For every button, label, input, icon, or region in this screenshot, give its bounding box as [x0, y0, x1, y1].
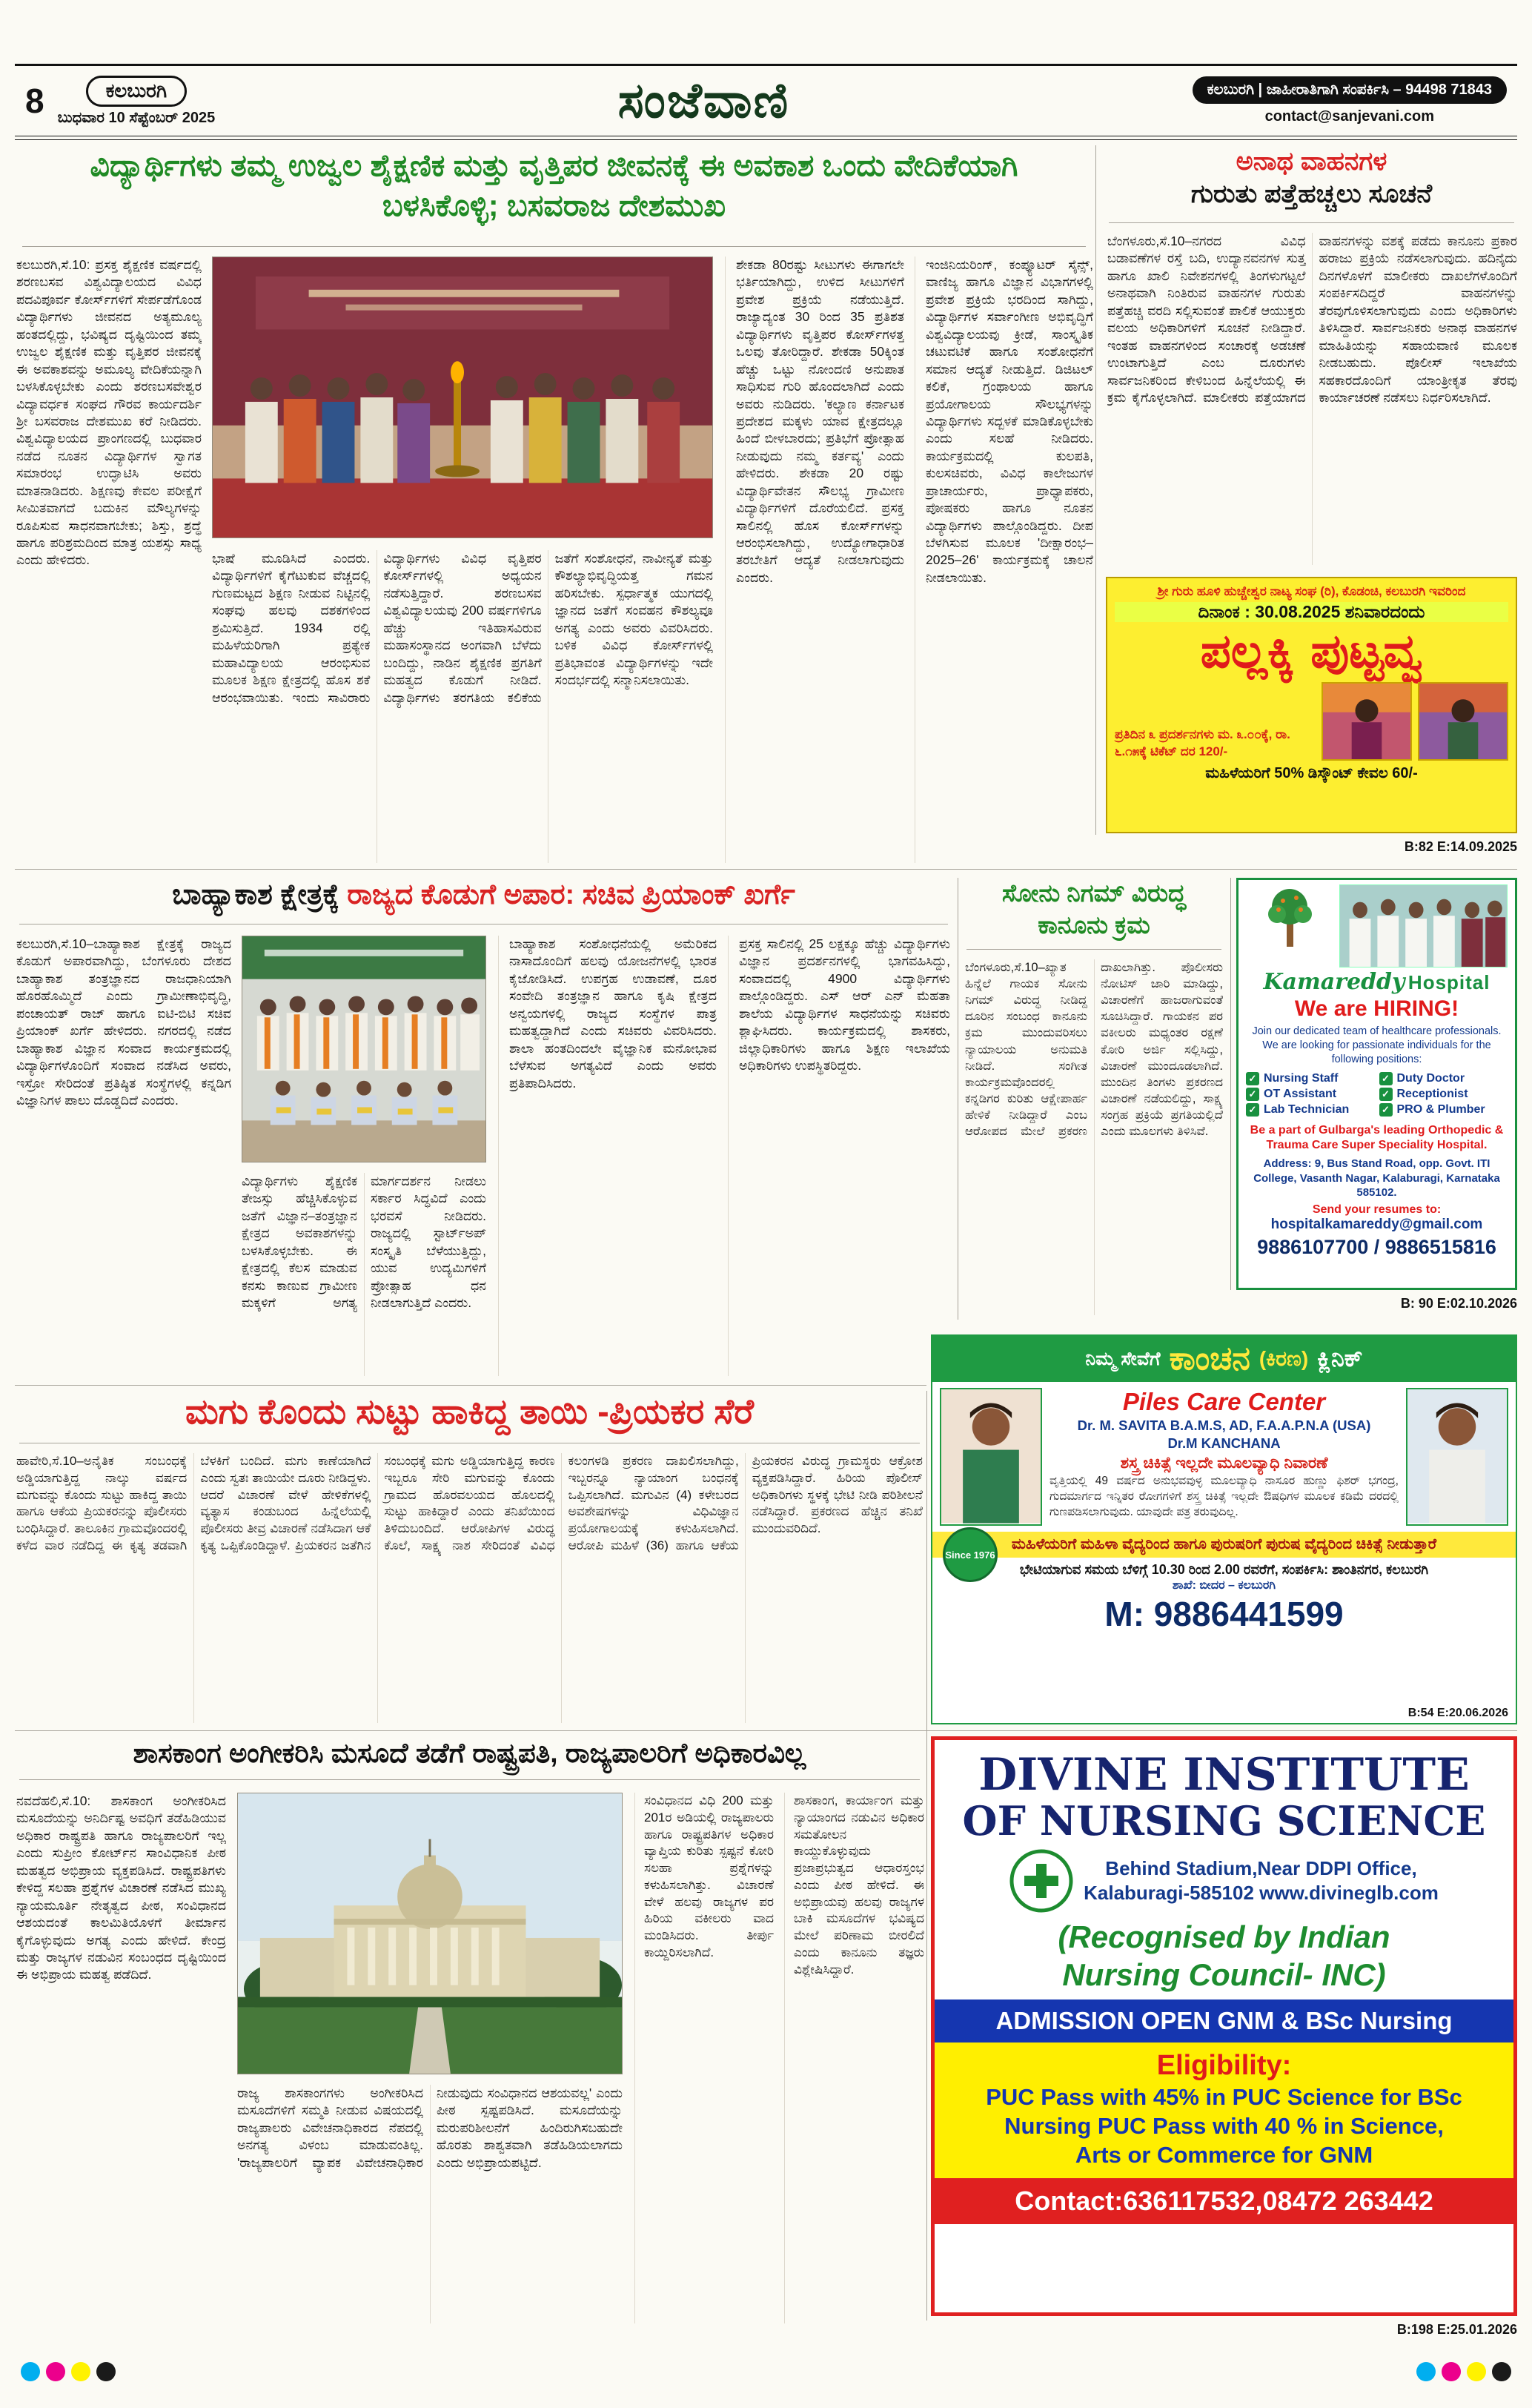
checkbox-icon: ✓ — [1379, 1072, 1393, 1085]
ad-divine-contact: Contact:636117532,08472 263442 — [935, 2178, 1513, 2224]
ad-kamareddy-address: Address: 9, Bus Stand Road, opp. Govt. ITI College, Vasanth Nagar, Kalaburagi, Karnataka 585102. — [1253, 1157, 1500, 1200]
ad-kamareddy-positions — [1246, 1070, 1508, 1119]
black-dot — [1492, 2362, 1511, 2381]
checkbox-icon: ✓ — [1246, 1072, 1259, 1085]
headline-rule — [1109, 222, 1514, 223]
article-sonu-headline — [964, 878, 1224, 942]
registration-marks-left — [21, 2362, 116, 2381]
contact-email: contact@sanjevani.com — [1264, 108, 1435, 125]
checkbox-icon: ✓ — [1379, 1103, 1393, 1117]
position-item: ✓ Lab Technician — [1246, 1103, 1375, 1117]
article-crime-body: ಹಾವೇರಿ,ಸೆ.10–ಅನೈತಿಕ ಸಂಬಂಧಕ್ಕೆ ಅಡ್ಡಿಯಾಗುತ್ತಿದ್ದ ನಾಲ್ಕು ವರ್ಷದ ಮಗುವನ್ನು ಕೊಂದು ಸುಟ್ಟು ಹಾಕಿದ್ದ ತಾಯಿ ಹಾಗೂ ಆಕೆಯ ಪ್ರಿಯಕರನನ್ನು ಪೊಲೀಸರು ಬಂಧಿಸಿದ್ದಾರೆ. ತಾಲೂಕಿನ ಗ್ರಾಮವೊಂದರಲ್ಲಿ ಕಳೆದ ವಾರ ನಡೆದಿದ್ದ ಈ ಕೃತ್ಯ ತಡವಾಗಿ ಬೆಳಕಿಗೆ ಬಂದಿದೆ. ಮಗು ಕಾಣೆಯಾಗಿದೆ ಎಂದು ಸ್ವತಃ ತಾಯಿಯೇ ದೂರು ನೀಡಿದ್ದಳು. ಆದರೆ ವಿಚಾರಣೆ ವೇಳೆ ಹೇಳಿಕೆಗಳಲ್ಲಿ ವ್ಯತ್ಯಾಸ ಕಂಡುಬಂದ ಹಿನ್ನೆಲೆಯಲ್ಲಿ ಪೊಲೀಸರು ತೀವ್ರ ವಿಚಾರಣೆ ನಡೆಸಿದಾಗ ಆಕೆ ಕೃತ್ಯ ಒಪ್ಪಿಕೊಂಡಿದ್ದಾಳೆ. ಪ್ರಿಯಕರನ ಜತೆಗಿನ ಸಂಬಂಧಕ್ಕೆ ಮಗು ಅಡ್ಡಿಯಾಗುತ್ತಿದ್ದ ಕಾರಣ ಇಬ್ಬರೂ ಸೇರಿ ಮಗುವನ್ನು ಕೊಂದು ಗ್ರಾಮದ ಹೊರವಲಯದ ಹೊಲದಲ್ಲಿ ಸುಟ್ಟು ಹಾಕಿದ್ದಾರೆ ಎಂದು ತನಿಖೆಯಿಂದ ತಿಳಿದುಬಂದಿದೆ. ಆರೋಪಿಗಳ ವಿರುದ್ಧ ಕೊಲೆ, ಸಾಕ್ಷ್ಯ ನಾಶ ಸೇರಿದಂತೆ ವಿವಿಧ ಕಲಂಗಳಡಿ ಪ್ರಕರಣ ದಾಖಲಿಸಲಾಗಿದ್ದು, ಇಬ್ಬರನ್ನೂ ನ್ಯಾಯಾಂಗ ಬಂಧನಕ್ಕೆ ಒಪ್ಪಿಸಲಾಗಿದೆ. ಮಗುವಿನ (4) ಕಳೇಬರದ ಅವಶೇಷಗಳನ್ನು ವಿಧಿವಿಜ್ಞಾನ ಪ್ರಯೋಗಾಲಯಕ್ಕೆ ಕಳುಹಿಸಲಾಗಿದೆ. ಆರೋಪಿ ಮಹಿಳೆ (36) ಹಾಗೂ ಆಕೆಯ ಪ್ರಿಯಕರನ ವಿರುದ್ಧ ಗ್ರಾಮಸ್ಥರು ಆಕ್ರೋಶ ವ್ಯಕ್ತಪಡಿಸಿದ್ದಾರೆ. ಹಿರಿಯ ಪೊಲೀಸ್ ಅಧಿಕಾರಿಗಳು ಸ್ಥಳಕ್ಕೆ ಭೇಟಿ ನೀಡಿ ಪರಿಶೀಲನೆ ನಡೆಸಿದ್ದಾರೆ. ಪ್ರಕರಣದ ಹೆಚ್ಚಿನ ತನಿಖೆ ಮುಂದುವರಿದಿದೆ. — [16, 1454, 923, 1552]
performer-photo — [1322, 682, 1412, 761]
ad-pallakki-title: ಪಲ್ಲಕ್ಕಿ ಪುಟ್ಟವ್ವ — [1200, 624, 1423, 679]
article-court — [15, 1736, 924, 2326]
article-court-under-photo: ರಾಜ್ಯ ಶಾಸಕಾಂಗಗಳು ಅಂಗೀಕರಿಸಿದ ಮಸೂದೆಗಳಿಗೆ ಸಮ್ಮತಿ ನೀಡುವ ವಿಷಯದಲ್ಲಿ ರಾಜ್ಯಪಾಲರು ವಿವೇಚನಾಧಿಕಾರದ ನೆಪದಲ್ಲಿ ಅನಗತ್ಯ ವಿಳಂಬ ಮಾಡುವಂತಿಲ್ಲ. 'ರಾಜ್ಯಪಾಲರಿಗೆ ವ್ಯಾಪಕ ವಿವೇಚನಾಧಿಕಾರ ನೀಡುವುದು ಸಂವಿಧಾನದ ಆಶಯವಲ್ಲ' ಎಂದು ಪೀಠ ಸ್ಪಷ್ಟಪಡಿಸಿದೆ. ಮಸೂದೆಯನ್ನು ಮರುಪರಿಶೀಲನೆಗೆ ಹಿಂದಿರುಗಿಸಬಹುದೇ ಹೊರತು ಶಾಶ್ವತವಾಗಿ ತಡೆಹಿಡಿಯಲಾಗದು ಎಂದು ಅಭಿಪ್ರಾಯಪಟ್ಟಿದೆ. — [237, 2086, 623, 2170]
article-lead-headline: ವಿದ್ಯಾರ್ಥಿಗಳು ತಮ್ಮ ಉಜ್ವಲ ಶೈಕ್ಷಣಿಕ ಮತ್ತು ವೃತ್ತಿಪರ ಜೀವನಕ್ಕೆ ಈ ಅವಕಾಶ ಒಂದು ವೇದಿಕೆಯಾಗಿ ಬಳಸಿಕೊಳ್ಳಿ; ಬಸವರಾಜ ದೇಶಮುಖ — [90, 148, 1018, 223]
headline-line2: ಗುರುತು ಪತ್ತೆಹಚ್ಚಲು ಸೂಚನೆ — [1190, 179, 1433, 208]
divider — [926, 1391, 927, 2321]
divider — [15, 1730, 1517, 1731]
position-item: ✓ Duty Doctor — [1379, 1072, 1508, 1085]
article-space-col4: ಬಾಹ್ಯಾಕಾಶ ಸಂಶೋಧನೆಯಲ್ಲಿ ಅಮೆರಿಕದ ನಾಸಾದೊಂದಿಗೆ ಹಲವು ಯೋಜನೆಗಳಲ್ಲಿ ಭಾರತ ಕೈಜೋಡಿಸಿದೆ. ಉಪಗ್ರಹ ಉಡಾವಣೆ, ದೂರ ಸಂವೇದಿ ತಂತ್ರಜ್ಞಾನ ಹಾಗೂ ಕೃಷಿ ಕ್ಷೇತ್ರದ ಅನ್ವಯಗಳಲ್ಲಿ ರಾಜ್ಯದ ಸಂಸ್ಥೆಗಳ ಪಾತ್ರ ಮಹತ್ವದ್ದಾಗಿದೆ ಎಂದು ಸಚಿವರು ವಿವರಿಸಿದರು. ಶಾಲಾ ಹಂತದಿಂದಲೇ ವೈಜ್ಞಾನಿಕ ಮನೋಭಾವ ಬೆಳೆಸುವ ಅಗತ್ಯವಿದೆ ಎಂದು ಅವರು ಪ್ರತಿಪಾದಿಸಿದರು. — [498, 936, 717, 1376]
article-lead-col6: ಇಂಜಿನಿಯರಿಂಗ್, ಕಂಪ್ಯೂಟರ್ ಸೈನ್ಸ್, ವಾಣಿಜ್ಯ ಹಾಗೂ ವಿಜ್ಞಾನ ವಿಭಾಗಗಳಲ್ಲಿ ಪ್ರವೇಶ ಪ್ರಕ್ರಿಯೆ ಭರದಿಂದ ಸಾಗಿದ್ದು, ವಿದ್ಯಾರ್ಥಿಗಳ ಸರ್ವಾಂಗೀಣ ಅಭಿವೃದ್ಧಿಗೆ ವಿಶ್ವವಿದ್ಯಾಲಯವು ಕ್ರೀಡೆ, ಸಾಂಸ್ಕೃತಿಕ ಚಟುವಟಿಕೆ ಹಾಗೂ ಸಂಶೋಧನೆಗೆ ಸಮಾನ ಆದ್ಯತೆ ನೀಡುತ್ತಿದೆ. ಡಿಜಿಟಲ್ ಕಲಿಕೆ, ಗ್ರಂಥಾಲಯ ಹಾಗೂ ಪ್ರಯೋಗಾಲಯ ಸೌಲಭ್ಯಗಳನ್ನು ವಿದ್ಯಾರ್ಥಿಗಳು ಸದ್ಬಳಕೆ ಮಾಡಿಕೊಳ್ಳಬೇಕು ಎಂದು ಸಲಹೆ ನೀಡಿದರು. ಕಾರ್ಯಕ್ರಮದಲ್ಲಿ ಕುಲಪತಿ, ಕುಲಸಚಿವರು, ವಿವಿಧ ಕಾಲೇಜುಗಳ ಪ್ರಾಚಾರ್ಯರು, ಪ್ರಾಧ್ಯಾಪಕರು, ಪೋಷಕರು ಹಾಗೂ ನೂತನ ವಿದ್ಯಾರ್ಥಿಗಳು ಪಾಲ್ಗೊಂಡಿದ್ದರು. ದೀಪ ಬೆಳಗಿಸುವ ಮೂಲಕ 'ದೀಕ್ಷಾರಂಭ–2025–26' ಕಾರ್ಯಕ್ರಮಕ್ಕೆ ಚಾಲನೆ ನೀಡಲಾಯಿತು. — [915, 257, 1093, 863]
article-lead-col5: ಶೇಕಡಾ 80ರಷ್ಟು ಸೀಟುಗಳು ಈಗಾಗಲೇ ಭರ್ತಿಯಾಗಿದ್ದು, ಉಳಿದ ಸೀಟುಗಳಿಗೆ ಪ್ರವೇಶ ಪ್ರಕ್ರಿಯೆ ನಡೆಯುತ್ತಿದೆ. ರಾಜ್ಯಾದ್ಯಂತ 30 ರಿಂದ 35 ಪ್ರತಿಶತ ವಿದ್ಯಾರ್ಥಿಗಳು ವೃತ್ತಿಪರ ಕೋರ್ಸ್‌ಗಳತ್ತ ಒಲವು ತೋರಿದ್ದಾರೆ. ಶೇಕಡಾ 50ಕ್ಕಿಂತ ಹೆಚ್ಚು ಒಟ್ಟು ನೋಂದಣಿ ಅನುಪಾತ ಸಾಧಿಸುವ ಗುರಿ ಹೊಂದಲಾಗಿದೆ ಎಂದು ಅವರು ನುಡಿದರು. 'ಕಲ್ಯಾಣ ಕರ್ನಾಟಕ ಪ್ರದೇಶದ ಮಕ್ಕಳು ಯಾವ ಕ್ಷೇತ್ರದಲ್ಲೂ ಹಿಂದೆ ಬೀಳಬಾರದು; ಪ್ರತಿಭೆಗೆ ಪ್ರೋತ್ಸಾಹ ನೀಡುವುದು ನಮ್ಮ ಕರ್ತವ್ಯ' ಎಂದು ಹೇಳಿದರು. ಶೇಕಡಾ 20 ರಷ್ಟು ವಿದ್ಯಾರ್ಥಿವೇತನ ಸೌಲಭ್ಯ ಗ್ರಾಮೀಣ ವಿದ್ಯಾರ್ಥಿಗಳಿಗೆ ದೊರೆಯಲಿದೆ. ಪ್ರಸಕ್ತ ಸಾಲಿನಲ್ಲಿ ಹೊಸ ಕೋರ್ಸ್‌ಗಳನ್ನು ಆರಂಭಿಸಲಾಗಿದ್ದು, ಉದ್ಯೋಗಾಧಾರಿತ ತರಬೇತಿಗೆ ಆದ್ಯತೆ ನೀಡಲಾಗುವುದು ಎಂದರು. — [725, 257, 904, 863]
ad-divine-ref: B:198 E:25.01.2026 — [1396, 2322, 1517, 2337]
ad-divine-title1: DIVINE INSTITUTE — [978, 1749, 1470, 1801]
article-crime-headline: ಮಗು ಕೊಂದು ಸುಟ್ಟು ಹಾಕಿದ್ದ ತಾಯಿ -ಪ್ರಿಯಕರ ಸೆರೆ — [185, 1392, 755, 1431]
registration-marks-right — [1416, 2362, 1511, 2381]
article-sonu — [964, 878, 1224, 1320]
yellow-dot — [71, 2362, 90, 2381]
ad-kamareddy-brand: Kamareddy Hospital — [1263, 969, 1490, 995]
article-lead-col1: ಕಲಬುರಗಿ,ಸೆ.10: ಪ್ರಸಕ್ತ ಶೈಕ್ಷಣಿಕ ವರ್ಷದಲ್ಲಿ ಶರಣಬಸವ ವಿಶ್ವವಿದ್ಯಾಲಯದ ವಿವಿಧ ಪದವಿಪೂರ್ವ ಕೋರ್ಸ್‌ಗಳಿಗೆ ಸೇರ್ಪಡೆಗೊಂಡ ವಿದ್ಯಾರ್ಥಿಗಳು ಜೀವನದ ಅತ್ಯಮೂಲ್ಯ ಹಂತದಲ್ಲಿದ್ದು, ಭವಿಷ್ಯದ ದೃಷ್ಟಿಯಿಂದ ತಮ್ಮ ಉಜ್ವಲ ಶೈಕ್ಷಣಿಕ ಮತ್ತು ವೃತ್ತಿಪರ ಜೀವನಕ್ಕೆ ಈ ಅವಕಾಶವನ್ನು ಅಮೂಲ್ಯ ವೇದಿಕೆಯನ್ನಾಗಿ ಬಳಸಿಕೊಳ್ಳಬೇಕು ಎಂದು ಶರಣಬಸವೇಶ್ವರ ವಿದ್ಯಾವರ್ಧಕ ಸಂಘದ ಗೌರವ ಕಾರ್ಯದರ್ಶಿ ಶ್ರೀ ಬಸವರಾಜ ದೇಶಮುಖ ಕರೆ ನೀಡಿದರು. ವಿಶ್ವವಿದ್ಯಾಲಯದ ಪ್ರಾಂಗಣದಲ್ಲಿ ಬುಧವಾರ ನಡೆದ ನೂತನ ವಿದ್ಯಾರ್ಥಿಗಳ ಸ್ವಾಗತ ಸಮಾರಂಭ ಉದ್ಘಾಟಿಸಿ ಅವರು ಮಾತನಾಡಿದರು. ಶಿಕ್ಷಣವು ಕೇವಲ ಪರೀಕ್ಷೆಗೆ ಸೀಮಿತವಾಗದೆ ಬದುಕಿನ ಮೌಲ್ಯಗಳನ್ನು ರೂಪಿಸುವ ಸಾಧನವಾಗಬೇಕು; ಶಿಸ್ತು, ಶ್ರದ್ಧೆ ಹಾಗೂ ಪರಿಶ್ರಮದಿಂದ ಮಾತ್ರ ಯಶಸ್ಸು ಸಾಧ್ಯ ಎಂದು ಹೇಳಿದರು. — [16, 257, 202, 568]
ad-pallakki-organizer: ಶ್ರೀ ಗುರು ಹೂಳಿ ಹುಚ್ಚೇಶ್ವರ ನಾಟ್ಯ ಸಂಘ (ರಿ), ಕೊಡಂಚಿ, ಕಲಬುರಗಿ ಇವರಿಂದ — [1157, 584, 1466, 598]
performer-photo — [1418, 682, 1508, 761]
ad-divine-recognised: (Recognised by Indian Nursing Council- INC) — [1058, 1919, 1390, 1992]
headline-line1: ಅನಾಥ ವಾಹನಗಳ — [1236, 147, 1387, 176]
doctor-portrait — [940, 1388, 1042, 1526]
ad-kanchan-title: Piles Care Center — [1122, 1388, 1326, 1415]
article-space-col5: ಪ್ರಸಕ್ತ ಸಾಲಿನಲ್ಲಿ 25 ಲಕ್ಷಕ್ಕೂ ಹೆಚ್ಚು ವಿದ್ಯಾರ್ಥಿಗಳು ವಿಜ್ಞಾನ ಪ್ರದರ್ಶನಗಳಲ್ಲಿ ಭಾಗವಹಿಸಿದ್ದು, ಸಂವಾದದಲ್ಲಿ 4900 ವಿದ್ಯಾರ್ಥಿಗಳು ಪಾಲ್ಗೊಂಡಿದ್ದರು. ಎಸ್ ಆರ್ ಎನ್ ಮೆಹತಾ ಶಾಲೆಯ ವಿದ್ಯಾರ್ಥಿಗಳ ಸಾಧನೆಯನ್ನು ಸಚಿವರು ಶ್ಲಾಘಿಸಿದರು. ಕಾರ್ಯಕ್ರಮದಲ್ಲಿ ಶಾಸಕರು, ಜಿಲ್ಲಾಧಿಕಾರಿಗಳು ಹಾಗೂ ಶಿಕ್ಷಣ ಇಲಾಖೆಯ ಅಧಿಕಾರಿಗಳು ಉಪಸ್ಥಿತರಿದ್ದರು. — [728, 936, 950, 1376]
ad-kanchan-timing: ಭೇಟಿಯಾಗುವ ಸಮಯ ಬೆಳಿಗ್ಗೆ 10.30 ರಿಂದ 2.00 ರವರೆಗೆ, ಸಂಪರ್ಕಿಸಿ: ಶಾಂತಿನಗರ, ಕಲಬುರಗಿ — [1019, 1562, 1429, 1577]
headline-red: ರಾಜ್ಯದ ಕೊಡುಗೆ ಅಪಾರ: ಸಚಿವ ಪ್ರಿಯಾಂಕ್ ಖರ್ಗೆ — [339, 879, 795, 910]
article-lead — [15, 145, 1093, 866]
article-space-under-photo: ವಿದ್ಯಾರ್ಥಿಗಳು ಶೈಕ್ಷಣಿಕ ತೇಜಸ್ಸು ಹೆಚ್ಚಿಸಿಕೊಳ್ಳುವ ಜತೆಗೆ ವಿಜ್ಞಾನ–ತಂತ್ರಜ್ಞಾನ ಕ್ಷೇತ್ರದ ಅವಕಾಶಗಳನ್ನು ಬಳಸಿಕೊಳ್ಳಬೇಕು. ಈ ಕ್ಷೇತ್ರದಲ್ಲಿ ಕೆಲಸ ಮಾಡುವ ಕನಸು ಕಾಣುವ ಗ್ರಾಮೀಣ ಮಕ್ಕಳಿಗೆ ಅಗತ್ಯ ಮಾರ್ಗದರ್ಶನ ನೀಡಲು ಸರ್ಕಾರ ಸಿದ್ಧವಿದೆ ಎಂದು ಭರವಸೆ ನೀಡಿದರು. ರಾಜ್ಯದಲ್ಲಿ ಸ್ಟಾರ್ಟ್‌ಅಪ್ ಸಂಸ್ಕೃತಿ ಬೆಳೆಯುತ್ತಿದ್ದು, ಯುವ ಉದ್ಯಮಿಗಳಿಗೆ ಪ್ರೋತ್ಸಾಹ ಧನ ನೀಡಲಾಗುತ್ತಿದೆ ಎಂದರು. — [242, 1174, 486, 1311]
headline-rule — [19, 1779, 920, 1780]
edition-date: ಬುಧವಾರ 10 ಸೆಪ್ಟೆಂಬರ್ 2025 — [57, 109, 216, 126]
lamp-ceremony-image — [213, 257, 712, 538]
headline-rule — [966, 949, 1221, 950]
masthead-logo: ಸಂಜೆವಾಣಿ — [617, 71, 790, 129]
advert-contact-line: ಕಲಬುರಗಿ | ಜಾಹೀರಾತಿಗಾಗಿ ಸಂಪರ್ಕಿಸಿ – 94498 71843 — [1193, 76, 1507, 104]
ad-divine-address: Behind Stadium,Near DDPI Office, Kalaburagi-585102 www.divineglb.com — [1084, 1856, 1439, 1905]
group-photo-image — [242, 936, 485, 1162]
article-crime — [15, 1391, 924, 1726]
position-item: ✓ OT Assistant — [1246, 1088, 1375, 1101]
headline-black: ಬಾಹ್ಯಾಕಾಶ ಕ್ಷೇತ್ರಕ್ಕೆ — [172, 879, 339, 910]
ad-kanchan — [931, 1334, 1517, 1724]
article-vehicles-headline — [1106, 145, 1517, 211]
article-court-col4: ಸಂವಿಧಾನದ ವಿಧಿ 200 ಮತ್ತು 201ರ ಅಡಿಯಲ್ಲಿ ರಾಜ್ಯಪಾಲರು ಹಾಗೂ ರಾಷ್ಟ್ರಪತಿಗಳ ಅಧಿಕಾರ ವ್ಯಾಪ್ತಿಯ ಕುರಿತು ಸ್ಪಷ್ಟನೆ ಕೋರಿ ಸಲಹಾ ಪ್ರಶ್ನೆಗಳನ್ನು ಕಳುಹಿಸಲಾಗಿತ್ತು. ವಿಚಾರಣೆ ವೇಳೆ ಹಲವು ರಾಜ್ಯಗಳ ಪರ ಹಿರಿಯ ವಕೀಲರು ವಾದ ಮಂಡಿಸಿದರು. ತೀರ್ಪು ಕಾಯ್ದಿರಿಸಲಾಗಿದೆ. — [634, 1793, 774, 2323]
article-court-col5: ಶಾಸಕಾಂಗ, ಕಾರ್ಯಾಂಗ ಮತ್ತು ನ್ಯಾಯಾಂಗದ ನಡುವಿನ ಅಧಿಕಾರ ಸಮತೋಲನ ಕಾಯ್ದುಕೊಳ್ಳುವುದು ಪ್ರಜಾಪ್ರಭುತ್ವದ ಆಧಾರಸ್ತಂಭ ಎಂದು ಪೀಠ ಹೇಳಿದೆ. ಈ ಅಭಿಪ್ರಾಯವು ಹಲವು ರಾಜ್ಯಗಳ ಬಾಕಿ ಮಸೂದೆಗಳ ಭವಿಷ್ಯದ ಮೇಲೆ ಪರಿಣಾಮ ಬೀರಲಿದೆ ಎಂದು ಕಾನೂನು ತಜ್ಞರು ವಿಶ್ಲೇಷಿಸಿದ್ದಾರೆ. — [784, 1793, 924, 2323]
divider — [1095, 145, 1096, 835]
eligibility-label: Eligibility: — [1156, 2050, 1292, 2082]
article-vehicles — [1106, 145, 1517, 569]
article-sonu-body: ಬೆಂಗಳೂರು,ಸೆ.10–ಖ್ಯಾತ ಹಿನ್ನೆಲೆ ಗಾಯಕ ಸೋನು ನಿಗಮ್ ವಿರುದ್ಧ ನೀಡಿದ್ದ ದೂರಿನ ಸಂಬಂಧ ಕಾನೂನು ಕ್ರಮ ಮುಂದುವರಿಸಲು ನ್ಯಾಯಾಲಯ ಅನುಮತಿ ನೀಡಿದೆ. ಸಂಗೀತ ಕಾರ್ಯಕ್ರಮವೊಂದರಲ್ಲಿ ಕನ್ನಡಿಗರ ಕುರಿತು ಆಕ್ಷೇಪಾರ್ಹ ಹೇಳಿಕೆ ನೀಡಿದ್ದಾರೆ ಎಂಬ ಆರೋಪದ ಮೇಲೆ ಪ್ರಕರಣ ದಾಖಲಾಗಿತ್ತು. ಪೊಲೀಸರು ನೋಟಿಸ್ ಜಾರಿ ಮಾಡಿದ್ದು, ವಿಚಾರಣೆಗೆ ಹಾಜರಾಗುವಂತೆ ಸೂಚಿಸಿದ್ದಾರೆ. ಗಾಯಕನ ಪರ ವಕೀಲರು ಮಧ್ಯಂತರ ರಕ್ಷಣೆ ಕೋರಿ ಅರ್ಜಿ ಸಲ್ಲಿಸಿದ್ದು, ವಿಚಾರಣೆ ಮುಂದೂಡಲಾಗಿದೆ. ಮುಂದಿನ ತಿಂಗಳು ಪ್ರಕರಣದ ವಿಚಾರಣೆ ನಡೆಯಲಿದ್ದು, ಸಾಕ್ಷ್ಯ ಸಂಗ್ರಹ ಪ್ರಕ್ರಿಯೆ ಪ್ರಗತಿಯಲ್ಲಿದೆ ಎಂದು ಮೂಲಗಳು ತಿಳಿಸಿವೆ. — [965, 961, 1223, 1139]
ad-kamareddy-resume-label: Send your resumes to: — [1312, 1203, 1442, 1216]
ad-pallakki-ref: B:82 E:14.09.2025 — [1404, 839, 1517, 854]
ad-pallakki-showinfo: ಪ್ರತಿದಿನ ೩ ಪ್ರದರ್ಶನಗಳು ಮ. ೩.೦೦ಕ್ಕೆ, ರಾ. ೬.೧೫ಕ್ಕೆ ಟಿಕೆಟ್ ದರ 120/- — [1115, 727, 1290, 759]
article-vehicles-body: ಬೆಂಗಳೂರು,ಸೆ.10–ನಗರದ ವಿವಿಧ ಬಡಾವಣೆಗಳ ರಸ್ತೆ ಬದಿ, ಉದ್ಯಾನವನಗಳ ಸುತ್ತ ಹಾಗೂ ಖಾಲಿ ನಿವೇಶನಗಳಲ್ಲಿ ತಿಂಗಳುಗಟ್ಟಲೆ ಅನಾಥವಾಗಿ ನಿಂತಿರುವ ವಾಹನಗಳ ಗುರುತು ಪತ್ತೆಹಚ್ಚಿ ವರದಿ ಸಲ್ಲಿಸುವಂತೆ ಪಾಲಿಕೆ ಆಯುಕ್ತರು ವಲಯ ಅಧಿಕಾರಿಗಳಿಗೆ ಸೂಚನೆ ನೀಡಿದ್ದಾರೆ. ಇಂತಹ ವಾಹನಗಳಿಂದ ಸಂಚಾರಕ್ಕೆ ಅಡಚಣೆ ಉಂಟಾಗುತ್ತಿದೆ ಎಂಬ ದೂರುಗಳು ಸಾರ್ವಜನಿಕರಿಂದ ಕೇಳಿಬಂದ ಹಿನ್ನೆಲೆಯಲ್ಲಿ ಈ ಕ್ರಮ ಕೈಗೊಳ್ಳಲಾಗಿದೆ. ಮಾಲೀಕರು ಪತ್ತೆಯಾಗದ ವಾಹನಗಳನ್ನು ವಶಕ್ಕೆ ಪಡೆದು ಕಾನೂನು ಪ್ರಕಾರ ಹರಾಜು ಪ್ರಕ್ರಿಯೆ ನಡೆಸಲಾಗುವುದು. ಹದಿನೈದು ದಿನಗಳೊಳಗೆ ಮಾಲೀಕರು ದಾಖಲೆಗಳೊಂದಿಗೆ ಸಂಪರ್ಕಿಸದಿದ್ದರೆ ವಾಹನಗಳನ್ನು ತೆರವುಗೊಳಿಸಲಾಗುವುದು ಎಂದು ಅಧಿಕಾರಿಗಳು ತಿಳಿಸಿದ್ದಾರೆ. ಸಾರ್ವಜನಿಕರು ಅನಾಥ ವಾಹನಗಳ ಮಾಹಿತಿಯನ್ನು ಸಹಾಯವಾಣಿ ಮೂಲಕ ನೀಡಬಹುದು. ಪೊಲೀಸ್ ಇಲಾಖೆಯ ಸಹಕಾರದೊಂದಿಗೆ ಯಾಂತ್ರೀಕೃತ ತೆರವು ಕಾರ್ಯಾಚರಣೆ ನಡೆಸಲು ನಿರ್ಧರಿಸಲಾಗಿದೆ. — [1107, 234, 1517, 405]
checkbox-icon: ✓ — [1246, 1103, 1259, 1117]
ad-kamareddy-phones: 9886107700 / 9886515816 — [1257, 1235, 1496, 1258]
ad-divine — [931, 1736, 1517, 2316]
ad-divine-title2: OF NURSING SCIENCE — [962, 1797, 1486, 1845]
article-space — [15, 878, 952, 1380]
article-court-headline: ಶಾಸಕಾಂಗ ಅಂಗೀಕರಿಸಿ ಮಸೂದೆ ತಡೆಗೆ ರಾಷ್ಟ್ರಪತಿ, ರಾಜ್ಯಪಾಲರಿಗೆ ಅಧಿಕಾರವಿಲ್ಲ — [133, 1738, 806, 1768]
hospital-staff-photo — [1339, 884, 1508, 968]
divider — [15, 869, 1517, 870]
article-court-photo — [237, 1793, 623, 2074]
cyan-dot — [21, 2362, 40, 2381]
headline-rule — [22, 246, 1086, 247]
page-number: 8 — [25, 82, 44, 120]
checkbox-icon: ✓ — [1246, 1088, 1259, 1101]
yellow-dot — [1467, 2362, 1486, 2381]
black-dot — [96, 2362, 116, 2381]
divider — [15, 1385, 926, 1386]
edition-badge: ಕಲಬುರಗಿ — [86, 76, 187, 107]
ad-pallakki-date: ದಿನಾಂಕ : 30.08.2025 ಶನಿವಾರದಂದು — [1115, 602, 1508, 622]
ad-pallakki-photos — [1322, 682, 1508, 761]
doctor-portrait — [1406, 1388, 1508, 1526]
ad-kamareddy-hiring: We are HIRING! — [1294, 996, 1459, 1021]
ad-pallakki-discount: ಮಹಿಳೆಯರಿಗೆ 50% ಡಿಸ್ಕೌಂಟ್ ಕೇವಲ 60/- — [1205, 765, 1418, 782]
page-header — [15, 64, 1517, 136]
magenta-dot — [1442, 2362, 1461, 2381]
nursing-logo-icon — [1009, 1849, 1073, 1913]
supreme-court-image — [238, 1793, 622, 2074]
ad-kamareddy-ref: B: 90 E:02.10.2026 — [1400, 1296, 1517, 1311]
position-item: ✓ PRO & Plumber — [1379, 1103, 1508, 1117]
checkbox-icon: ✓ — [1379, 1088, 1393, 1101]
article-lead-under-photo: ಭಾಷೆ ಮೂಡಿಸಿದೆ ಎಂದರು. ವಿದ್ಯಾರ್ಥಿಗಳಿಗೆ ಕೈಗೆಟುಕುವ ವೆಚ್ಚದಲ್ಲಿ ಗುಣಮಟ್ಟದ ಶಿಕ್ಷಣ ನೀಡುವ ನಿಟ್ಟಿನಲ್ಲಿ ಸಂಘವು ಹಲವು ದಶಕಗಳಿಂದ ಶ್ರಮಿಸುತ್ತಿದೆ. 1934 ರಲ್ಲಿ ಮಹಿಳೆಯರಿಗಾಗಿ ಪ್ರತ್ಯೇಕ ಮಹಾವಿದ್ಯಾಲಯ ಆರಂಭಿಸುವ ಮೂಲಕ ಶಿಕ್ಷಣ ಕ್ಷೇತ್ರದಲ್ಲಿ ಹೊಸ ಶಕೆ ಆರಂಭವಾಯಿತು. ಇಂದು ಸಾವಿರಾರು ವಿದ್ಯಾರ್ಥಿಗಳು ವಿವಿಧ ವೃತ್ತಿಪರ ಕೋರ್ಸ್‌ಗಳಲ್ಲಿ ಅಧ್ಯಯನ ನಡೆಸುತ್ತಿದ್ದಾರೆ. ಶರಣಬಸವ ವಿಶ್ವವಿದ್ಯಾಲಯವು 200 ವರ್ಷಗಳಿಗೂ ಹೆಚ್ಚು ಇತಿಹಾಸವಿರುವ ಮಹಾಸಂಸ್ಥಾನದ ಅಂಗವಾಗಿ ಬೆಳೆದು ಬಂದಿದ್ದು, ನಾಡಿನ ಶೈಕ್ಷಣಿಕ ಪ್ರಗತಿಗೆ ಮಹತ್ವದ ಕೊಡುಗೆ ನೀಡಿದೆ. ವಿದ್ಯಾರ್ಥಿಗಳು ತರಗತಿಯ ಕಲಿಕೆಯ ಜತೆಗೆ ಸಂಶೋಧನೆ, ನಾವೀನ್ಯತೆ ಮತ್ತು ಕೌಶಲ್ಯಾಭಿವೃದ್ಧಿಯತ್ತ ಗಮನ ಹರಿಸಬೇಕು. ಸ್ಪರ್ಧಾತ್ಮಕ ಯುಗದಲ್ಲಿ ಜ್ಞಾನದ ಜತೆಗೆ ಸಂವಹನ ಕೌಶಲ್ಯವೂ ಅಗತ್ಯ ಎಂದು ಅವರು ವಿವರಿಸಿದರು. ಬಳಿಕ ವಿವಿಧ ಕೋರ್ಸ್‌ಗಳಲ್ಲಿ ಪ್ರತಿಭಾವಂತ ವಿದ್ಯಾರ್ಥಿಗಳನ್ನು ಇದೇ ಸಂದರ್ಭದಲ್ಲಿ ಸನ್ಮಾನಿಸಲಾಯಿತು. — [212, 551, 713, 705]
ad-kamareddy-email: hospitalkamareddy@gmail.com — [1270, 1216, 1483, 1232]
magenta-dot — [46, 2362, 65, 2381]
ad-kanchan-doctor1: Dr. M. SAVITA B.A.M.S, AD, F.A.A.P.N.A (USA) — [1077, 1418, 1371, 1433]
ad-divine-eligibility: Eligibility: PUC Pass with 45% in PUC Science for BSc Nursing PUC Pass with 40 % in Science, Arts or Commerce for GNM — [935, 2042, 1513, 2178]
ad-kanchan-header: ನಿಮ್ಮ ಸೇವೆಗೆ ಕಾಂಚನ (ಕಿರಣ) ಕ್ಲಿನಿಕ್ — [932, 1336, 1516, 1382]
ad-kanchan-ref: B:54 E:20.06.2026 — [1407, 1707, 1508, 1719]
since-1976-badge: Since 1976 — [943, 1527, 998, 1582]
headline-line2: ಕಾನೂನು ಕ್ರಮ — [1038, 910, 1150, 939]
ad-kanchan-body: ವೃತ್ತಿಯಲ್ಲಿ 49 ವರ್ಷದ ಅನುಭವವುಳ್ಳ ಮೂಲವ್ಯಾಧಿ ನಾಸೂರ ಹುಣ್ಣು ಫಿಶರ್ ಭಗಂದ್ರ, ಗುದಮಾರ್ಗದ ಇನ್ನಿತರ ರೋಗಗಳಿಗೆ ಶಸ್ತ್ರ ಚಿಕಿತ್ಸೆ ಇಲ್ಲದೇ ಔಷಧಿಗಳ ಮೂಲಕ ಕಡಿಮೆ ದರದಲ್ಲಿ ಗುಣಪಡಿಸಲಾಗುವುದು. ಯಾವುದೇ ಪತ್ರ ತರುವುದಿಲ್ಲ. — [1049, 1475, 1399, 1518]
ad-kanchan-branch: ಶಾಖೆ: ಬೀದರ – ಕಲಬುರಗಿ — [1172, 1579, 1276, 1592]
cyan-dot — [1416, 2362, 1436, 2381]
position-item: ✓ Nursing Staff — [1246, 1072, 1375, 1085]
ad-kanchan-phone: M: 9886441599 — [1104, 1595, 1344, 1633]
article-space-col1: ಕಲಬುರಗಿ,ಸೆ.10–ಬಾಹ್ಯಾಕಾಶ ಕ್ಷೇತ್ರಕ್ಕೆ ರಾಜ್ಯದ ಕೊಡುಗೆ ಅಪಾರವಾಗಿದ್ದು, ಬೆಂಗಳೂರು ದೇಶದ ಬಾಹ್ಯಾಕಾಶ ತಂತ್ರಜ್ಞಾನದ ರಾಜಧಾನಿಯಾಗಿ ಹೊರಹೊಮ್ಮಿದೆ ಎಂದು ಗ್ರಾಮೀಣಾಭಿವೃದ್ಧಿ, ಪಂಚಾಯತ್ ರಾಜ್ ಹಾಗೂ ಐಟಿ-ಬಿಟಿ ಸಚಿವ ಪ್ರಿಯಾಂಕ್ ಖರ್ಗೆ ಹೇಳಿದರು. ನಗರದಲ್ಲಿ ನಡೆದ ಬಾಹ್ಯಾಕಾಶ ವಿಜ್ಞಾನ ಸಂವಾದ ಕಾರ್ಯಕ್ರಮದಲ್ಲಿ ವಿದ್ಯಾರ್ಥಿಗಳೊಂದಿಗೆ ಸಂವಾದ ನಡೆಸಿದ ಅವರು, ಇಸ್ರೋ ಸೇರಿದಂತೆ ಪ್ರತಿಷ್ಠಿತ ಸಂಸ್ಥೆಗಳಲ್ಲಿ ಕನ್ನಡಿಗ ವಿಜ್ಞಾನಿಗಳ ಪಾಲು ದೊಡ್ಡದಿದೆ ಎಂದರು. — [16, 936, 231, 1108]
article-space-photo — [242, 936, 486, 1162]
ad-kanchan-lead: ಶಸ್ತ್ರ ಚಿಕಿತ್ಸೆ ಇಲ್ಲದೇ ಮೂಲವ್ಯಾಧಿ ನಿವಾರಣೆ — [1120, 1455, 1328, 1472]
position-item: ✓ Receptionist — [1379, 1088, 1508, 1101]
ad-kamareddy-tagline: Be a part of Gulbarga's leading Orthopedic & Trauma Care Super Speciality Hospital. — [1250, 1123, 1504, 1152]
article-court-col1: ನವದೆಹಲಿ,ಸೆ.10: ಶಾಸಕಾಂಗ ಅಂಗೀಕರಿಸಿದ ಮಸೂದೆಯನ್ನು ಅನಿರ್ದಿಷ್ಟ ಅವಧಿಗೆ ತಡೆಹಿಡಿಯುವ ಅಧಿಕಾರ ರಾಷ್ಟ್ರಪತಿ ಹಾಗೂ ರಾಜ್ಯಪಾಲರಿಗೆ ಇಲ್ಲ ಎಂದು ಸುಪ್ರೀಂ ಕೋರ್ಟ್‌ನ ಸಾಂವಿಧಾನಿಕ ಪೀಠ ಮಹತ್ವದ ಅಭಿಪ್ರಾಯ ವ್ಯಕ್ತಪಡಿಸಿದೆ. ರಾಷ್ಟ್ರಪತಿಗಳು ಕೇಳಿದ್ದ ಸಲಹಾ ಪ್ರಶ್ನೆಗಳ ವಿಚಾರಣೆ ನಡೆಸಿದ ಮುಖ್ಯ ನ್ಯಾಯಮೂರ್ತಿ ನೇತೃತ್ವದ ಪೀಠ, ಸಂವಿಧಾನದ ಆಶಯದಂತೆ ಕಾಲಮಿತಿಯೊಳಗೆ ತೀರ್ಮಾನ ಕೈಗೊಳ್ಳುವುದು ಅಗತ್ಯ ಎಂದು ಹೇಳಿದೆ. ಕೇಂದ್ರ ಮತ್ತು ರಾಜ್ಯಗಳ ನಡುವಿನ ಸಂಬಂಧದ ದೃಷ್ಟಿಯಿಂದ ಈ ಅಭಿಪ್ರಾಯ ಮಹತ್ವ ಪಡೆದಿದೆ. — [16, 1793, 226, 1982]
divider — [1230, 878, 1231, 1290]
ad-divine-admission: ADMISSION OPEN GNM & BSc Nursing — [935, 2000, 1513, 2042]
ad-kanchan-strip: ಮಹಿಳೆಯರಿಗೆ ಮಹಿಳಾ ವೈದ್ಯರಿಂದ ಹಾಗೂ ಪುರುಷರಿಗೆ ಪುರುಷ ವೈದ್ಯರಿಂದ ಚಿಕಿತ್ಸೆ ನೀಡುತ್ತಾರೆ — [932, 1532, 1516, 1558]
ad-kamareddy — [1236, 878, 1517, 1290]
article-space-headline — [15, 878, 952, 913]
headline-line1: ಸೋನು ನಿಗಮ್ ವಿರುದ್ಧ — [1001, 879, 1187, 907]
tree-logo-icon — [1264, 884, 1316, 948]
ad-kanchan-doctor2: Dr.M KANCHANA — [1167, 1435, 1281, 1451]
ad-pallakki — [1106, 577, 1517, 833]
article-lead-photo — [212, 257, 713, 538]
ad-kamareddy-intro: Join our dedicated team of healthcare professionals. We are looking for passionate individuals for the following positions: — [1252, 1025, 1502, 1065]
